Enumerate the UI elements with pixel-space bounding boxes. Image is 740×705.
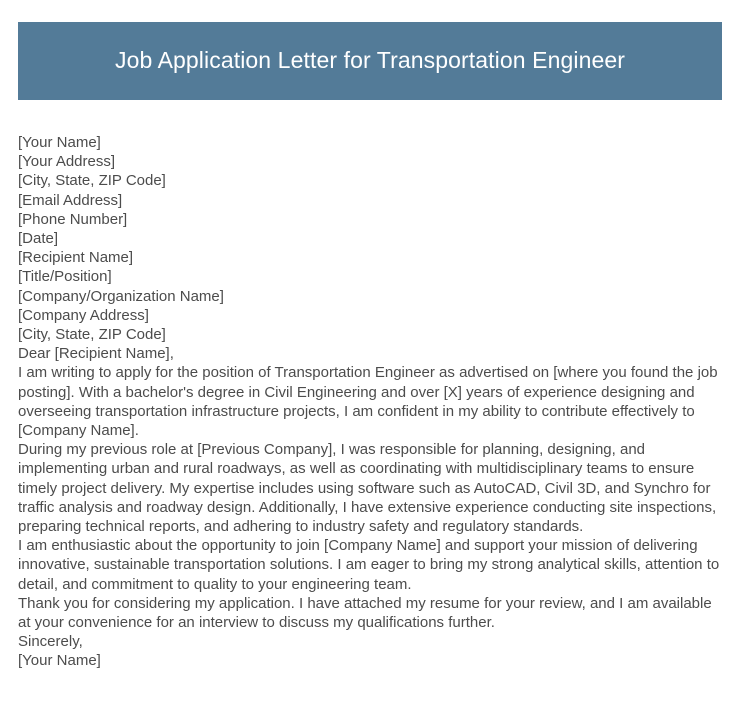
recipient-city-state-zip: [City, State, ZIP Code]	[18, 326, 166, 344]
body-paragraph-1: I am writing to apply for the position of Transportation Engineer as advertised on [where you found the job posting]. With a bachelor's degree in Civil Engineering and over [X] years of experience designing and overseeing transportation infrastructure projects, I am confident in my ability to contribute effectively to [Company Name].	[18, 364, 718, 440]
sender-address: [Your Address]	[18, 153, 116, 171]
recipient-address: [Company Address]	[18, 306, 149, 324]
body-paragraph-2: During my previous role at [Previous Company], I was responsible for planning, designing, and implementing urban and rural roadways, as well as coordinating with multidisciplinary teams to ensure timely project delivery. My expertise includes using software such as AutoCAD, Civil 3D, and Synchro for traffic analysis and roadway design. Additionally, I have extensive experience conducting site inspections, preparing technical reports, and adhering to industry safety and regulatory standards.	[18, 441, 717, 536]
letter-date: [Date]	[18, 230, 59, 248]
recipient-title: [Title/Position]	[18, 268, 112, 286]
letter-body	[18, 133, 720, 671]
body-paragraph-3: I am enthusiastic about the opportunity to join [Company Name] and support your mission of delivering innovative, sustainable transportation solutions. I am eager to bring my strong analytical skills, attention to detail, and commitment to quality to your engineering team.	[18, 537, 720, 593]
sender-name: [Your Name]	[18, 134, 101, 151]
recipient-company: [Company/Organization Name]	[18, 287, 224, 305]
body-paragraph-4: Thank you for considering my application. I have attached my resume for your review, and I am available at your convenience for an interview to discuss my qualifications further.	[18, 594, 712, 632]
signature-name: [Your Name]	[18, 652, 101, 670]
letter-header-banner	[18, 22, 722, 100]
sender-city-state-zip: [City, State, ZIP Code]	[18, 172, 166, 190]
sender-email: [Email Address]	[18, 191, 123, 209]
page-title: Job Application Letter for Transportation Engineer	[114, 47, 626, 74]
sender-phone: [Phone Number]	[18, 210, 128, 228]
recipient-name: [Recipient Name]	[18, 249, 134, 267]
closing: Sincerely,	[18, 633, 83, 651]
salutation: Dear [Recipient Name],	[18, 345, 174, 363]
